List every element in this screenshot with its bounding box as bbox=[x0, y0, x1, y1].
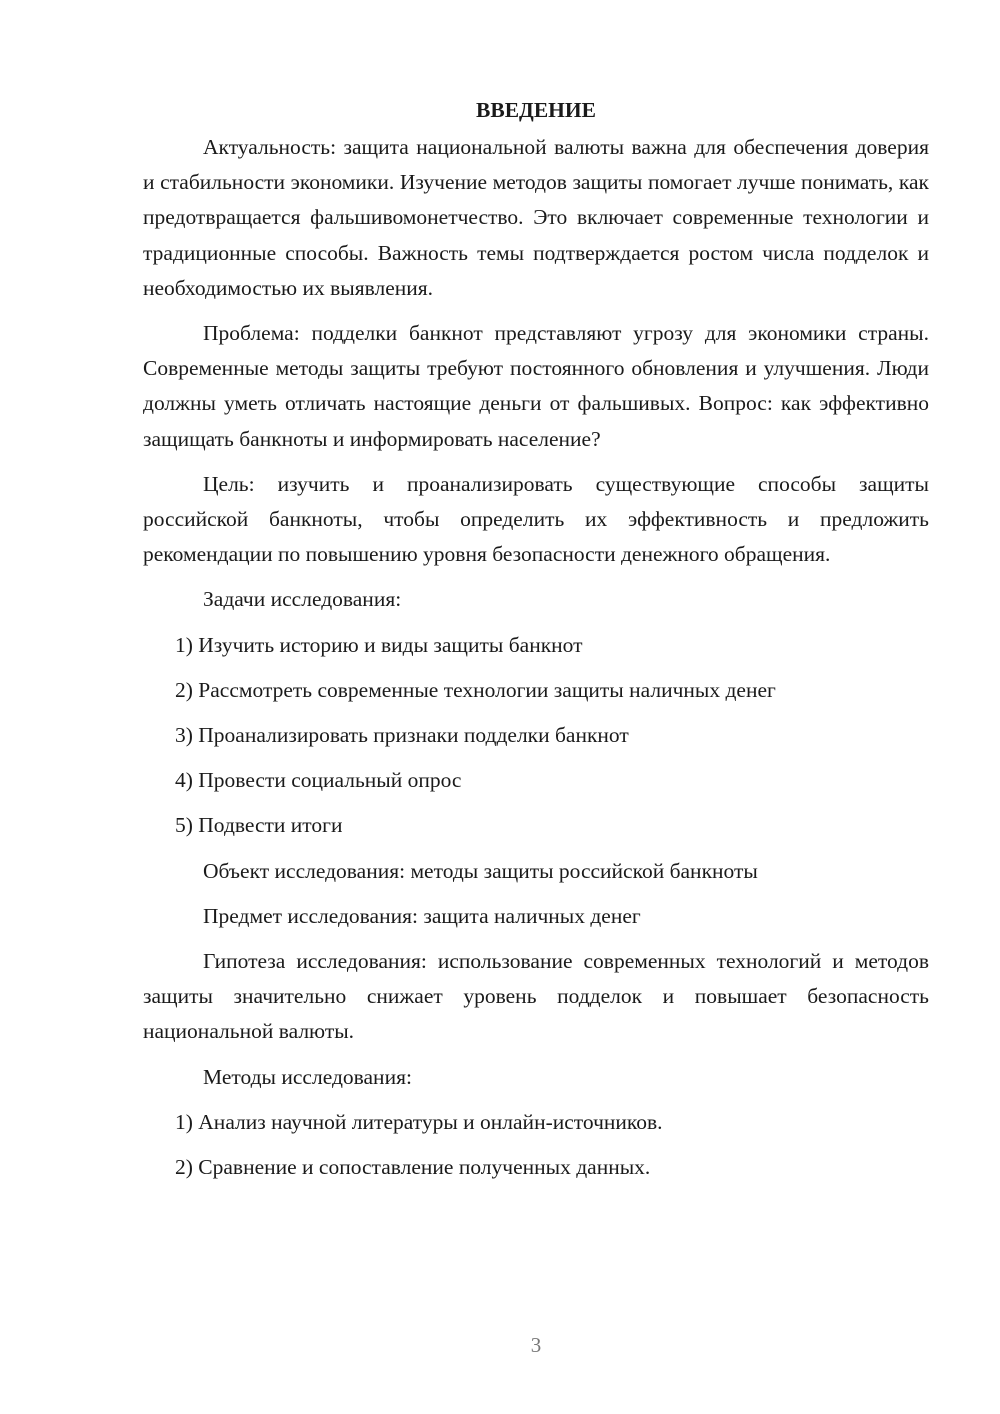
task-item: 5) Подвести итоги bbox=[175, 813, 343, 838]
page-number: 3 bbox=[530, 1333, 542, 1357]
methods-heading: Методы исследования: bbox=[203, 1064, 412, 1089]
task-item: 3) Проанализировать признаки подделки банкнот bbox=[175, 723, 629, 748]
tasks-list bbox=[143, 628, 929, 844]
research-object: Объект исследования: методы защиты российской банкноты bbox=[203, 858, 758, 883]
research-subject: Предмет исследования: защита наличных денег bbox=[203, 903, 641, 928]
task-item: 1) Изучить историю и виды защиты банкнот bbox=[175, 632, 583, 657]
task-item: 4) Провести социальный опрос bbox=[175, 768, 462, 793]
paragraph-goal: Цель: изучить и проанализировать существующие способы защиты российской банкноты, чтобы определить их эффективность и предложить рекомендации по повышению уровня безопасности денежного обращения. bbox=[143, 471, 929, 567]
task-item: 2) Рассмотреть современные технологии защиты наличных денег bbox=[175, 677, 776, 702]
methods-list bbox=[143, 1105, 929, 1185]
document-page bbox=[143, 92, 929, 1195]
paragraph-problem: Проблема: подделки банкнот представляют угрозу для экономики страны. Современные методы защиты требуют постоянного обновления и улучшения. Люди должны уметь отличать настоящие деньги от фальшивых. Вопрос: как эффективно защищать банкноты и информировать население? bbox=[143, 321, 929, 451]
paragraph-hypothesis: Гипотеза исследования: использование современных технологий и методов защиты значительно снижает уровень подделок и повышает безопасность национальной валюты. bbox=[143, 949, 929, 1044]
method-item: 2) Сравнение и сопоставление полученных данных. bbox=[175, 1155, 651, 1180]
tasks-heading: Задачи исследования: bbox=[203, 587, 402, 612]
paragraph-relevance: Актуальность: защита национальной валюты важна для обеспечения доверия и стабильности экономики. Изучение методов защиты помогает лучше понимать, как предотвращается фальшивомонетчество. Это включает современные технологии и традиционные способы. Важность темы подтверждается ростом числа подделок и необходимостью их выявления. bbox=[143, 135, 929, 300]
section-title: ВВЕДЕНИЕ bbox=[476, 98, 596, 122]
method-item: 1) Анализ научной литературы и онлайн-источников. bbox=[175, 1109, 663, 1134]
